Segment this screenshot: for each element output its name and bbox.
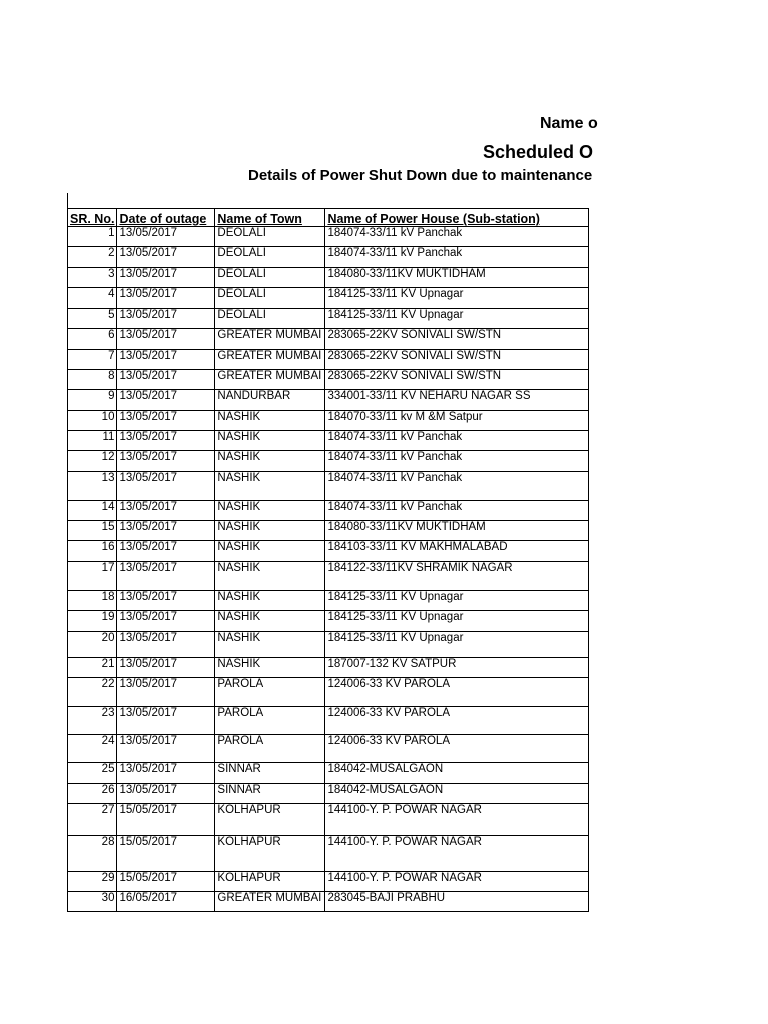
date-cell: 13/05/2017 [117,501,215,521]
power-house-cell: 184074-33/11 kV Panchak [325,501,589,521]
date-cell: 13/05/2017 [117,591,215,611]
town-cell: NASHIK [215,632,325,658]
date-cell: 13/05/2017 [117,329,215,350]
town-cell: DEOLALI [215,309,325,329]
date-cell: 16/05/2017 [117,892,215,912]
date-cell: 13/05/2017 [117,472,215,501]
town-cell: GREATER MUMBAI [215,350,325,370]
town-cell: NASHIK [215,501,325,521]
power-house-cell: 334001-33/11 KV NEHARU NAGAR SS [325,390,589,411]
table-row [68,735,589,763]
column-header-sr-no: SR. No. [68,209,117,227]
date-cell: 13/05/2017 [117,350,215,370]
town-cell: NANDURBAR [215,390,325,411]
column-header-power-house: Name of Power House (Sub-station) [325,209,589,227]
table-row [68,784,589,804]
table-row [68,541,589,562]
sr-no-cell: 30 [68,892,117,912]
sr-no-cell: 29 [68,872,117,892]
town-cell: PAROLA [215,678,325,707]
sr-no-cell: 23 [68,707,117,735]
sr-no-cell: 14 [68,501,117,521]
sr-no-cell: 12 [68,451,117,472]
town-cell: DEOLALI [215,268,325,288]
column-header-date: Date of outage [117,209,215,227]
power-house-cell: 184074-33/11 kV Panchak [325,227,589,247]
outage-table [67,208,589,912]
town-cell: NASHIK [215,658,325,678]
town-cell: KOLHAPUR [215,836,325,872]
town-cell: NASHIK [215,521,325,541]
table-row [68,329,589,350]
date-cell: 13/05/2017 [117,431,215,451]
town-cell: NASHIK [215,541,325,562]
town-cell: SINNAR [215,784,325,804]
power-house-cell: 184080-33/11KV MUKTIDHAM [325,521,589,541]
town-cell: DEOLALI [215,227,325,247]
power-house-cell: 283065-22KV SONIVALI SW/STN [325,350,589,370]
town-cell: NASHIK [215,591,325,611]
table-row [68,227,589,247]
town-cell: PAROLA [215,707,325,735]
town-cell: GREATER MUMBAI [215,892,325,912]
sr-no-cell: 15 [68,521,117,541]
power-house-cell: 184125-33/11 KV Upnagar [325,309,589,329]
table-row [68,836,589,872]
table-row [68,309,589,329]
table-row [68,562,589,591]
power-house-cell: 144100-Y. P. POWAR NAGAR [325,836,589,872]
table-row [68,288,589,309]
table-row [68,707,589,735]
sr-no-cell: 26 [68,784,117,804]
sr-no-cell: 24 [68,735,117,763]
town-cell: NASHIK [215,451,325,472]
table-row [68,632,589,658]
sr-no-cell: 7 [68,350,117,370]
sr-no-cell: 28 [68,836,117,872]
date-cell: 13/05/2017 [117,678,215,707]
sr-no-cell: 1 [68,227,117,247]
power-house-cell: 184070-33/11 kv M &M Satpur [325,411,589,431]
date-cell: 13/05/2017 [117,268,215,288]
power-house-cell: 283065-22KV SONIVALI SW/STN [325,370,589,390]
sr-no-cell: 20 [68,632,117,658]
sr-no-cell: 18 [68,591,117,611]
date-cell: 13/05/2017 [117,370,215,390]
date-cell: 13/05/2017 [117,288,215,309]
power-house-cell: 184080-33/11KV MUKTIDHAM [325,268,589,288]
town-cell: KOLHAPUR [215,872,325,892]
table-row [68,892,589,912]
table-row [68,247,589,268]
date-cell: 13/05/2017 [117,411,215,431]
sr-no-cell: 22 [68,678,117,707]
power-house-cell: 184125-33/11 KV Upnagar [325,611,589,632]
power-house-cell: 184074-33/11 kV Panchak [325,247,589,268]
sr-no-cell: 6 [68,329,117,350]
organization-name-heading: Name o [540,115,598,132]
table-row [68,591,589,611]
date-cell: 13/05/2017 [117,227,215,247]
table-row [68,521,589,541]
power-house-cell: 184074-33/11 kV Panchak [325,431,589,451]
column-header-town: Name of Town [215,209,325,227]
sr-no-cell: 21 [68,658,117,678]
power-house-cell: 184042-MUSALGAON [325,763,589,784]
table-row [68,804,589,836]
town-cell: NASHIK [215,562,325,591]
date-cell: 13/05/2017 [117,658,215,678]
sr-no-cell: 19 [68,611,117,632]
sr-no-cell: 9 [68,390,117,411]
town-cell: GREATER MUMBAI [215,329,325,350]
power-house-cell: 283045-BAJI PRABHU [325,892,589,912]
table-row [68,501,589,521]
power-house-cell: 187007-132 KV SATPUR [325,658,589,678]
power-house-cell: 184042-MUSALGAON [325,784,589,804]
date-cell: 13/05/2017 [117,611,215,632]
date-cell: 13/05/2017 [117,784,215,804]
date-cell: 13/05/2017 [117,562,215,591]
scheduled-outage-heading: Scheduled O [483,142,594,162]
date-cell: 13/05/2017 [117,707,215,735]
town-cell: NASHIK [215,611,325,632]
town-cell: DEOLALI [215,288,325,309]
power-house-cell: 184074-33/11 kV Panchak [325,472,589,501]
sr-no-cell: 8 [68,370,117,390]
date-cell: 13/05/2017 [117,541,215,562]
town-cell: NASHIK [215,411,325,431]
sr-no-cell: 25 [68,763,117,784]
power-house-cell: 144100-Y. P. POWAR NAGAR [325,804,589,836]
sr-no-cell: 10 [68,411,117,431]
power-house-cell: 184122-33/11KV SHRAMIK NAGAR [325,562,589,591]
date-cell: 15/05/2017 [117,836,215,872]
town-cell: PAROLA [215,735,325,763]
table-row [68,611,589,632]
table-header-row [68,209,589,227]
town-cell: KOLHAPUR [215,804,325,836]
sr-no-cell: 17 [68,562,117,591]
town-cell: SINNAR [215,763,325,784]
date-cell: 13/05/2017 [117,247,215,268]
sr-no-cell: 16 [68,541,117,562]
date-cell: 13/05/2017 [117,632,215,658]
power-house-cell: 184074-33/11 kV Panchak [325,451,589,472]
sr-no-cell: 27 [68,804,117,836]
date-cell: 13/05/2017 [117,521,215,541]
table-row [68,451,589,472]
town-cell: NASHIK [215,431,325,451]
date-cell: 15/05/2017 [117,804,215,836]
date-cell: 15/05/2017 [117,872,215,892]
sr-no-cell: 11 [68,431,117,451]
table-row [68,872,589,892]
sr-no-cell: 3 [68,268,117,288]
power-house-cell: 184125-33/11 KV Upnagar [325,288,589,309]
town-cell: NASHIK [215,472,325,501]
sr-no-cell: 5 [68,309,117,329]
left-border-line [67,193,68,209]
power-house-cell: 144100-Y. P. POWAR NAGAR [325,872,589,892]
table-row [68,411,589,431]
table-row [68,658,589,678]
table-row [68,268,589,288]
table-body [68,227,589,912]
power-house-cell: 184103-33/11 KV MAKHMALABAD [325,541,589,562]
date-cell: 13/05/2017 [117,451,215,472]
town-cell: DEOLALI [215,247,325,268]
power-house-cell: 283065-22KV SONIVALI SW/STN [325,329,589,350]
table-row [68,370,589,390]
sr-no-cell: 2 [68,247,117,268]
sr-no-cell: 4 [68,288,117,309]
date-cell: 13/05/2017 [117,309,215,329]
table-row [68,390,589,411]
power-house-cell: 124006-33 KV PAROLA [325,707,589,735]
sr-no-cell: 13 [68,472,117,501]
date-cell: 13/05/2017 [117,735,215,763]
power-house-cell: 184125-33/11 KV Upnagar [325,591,589,611]
details-heading: Details of Power Shut Down due to maintenance [248,167,593,184]
date-cell: 13/05/2017 [117,390,215,411]
table-row [68,431,589,451]
table-row [68,472,589,501]
power-house-cell: 124006-33 KV PAROLA [325,678,589,707]
power-house-cell: 124006-33 KV PAROLA [325,735,589,763]
table-row [68,678,589,707]
power-house-cell: 184125-33/11 KV Upnagar [325,632,589,658]
town-cell: GREATER MUMBAI [215,370,325,390]
table-row [68,763,589,784]
date-cell: 13/05/2017 [117,763,215,784]
table-row [68,350,589,370]
